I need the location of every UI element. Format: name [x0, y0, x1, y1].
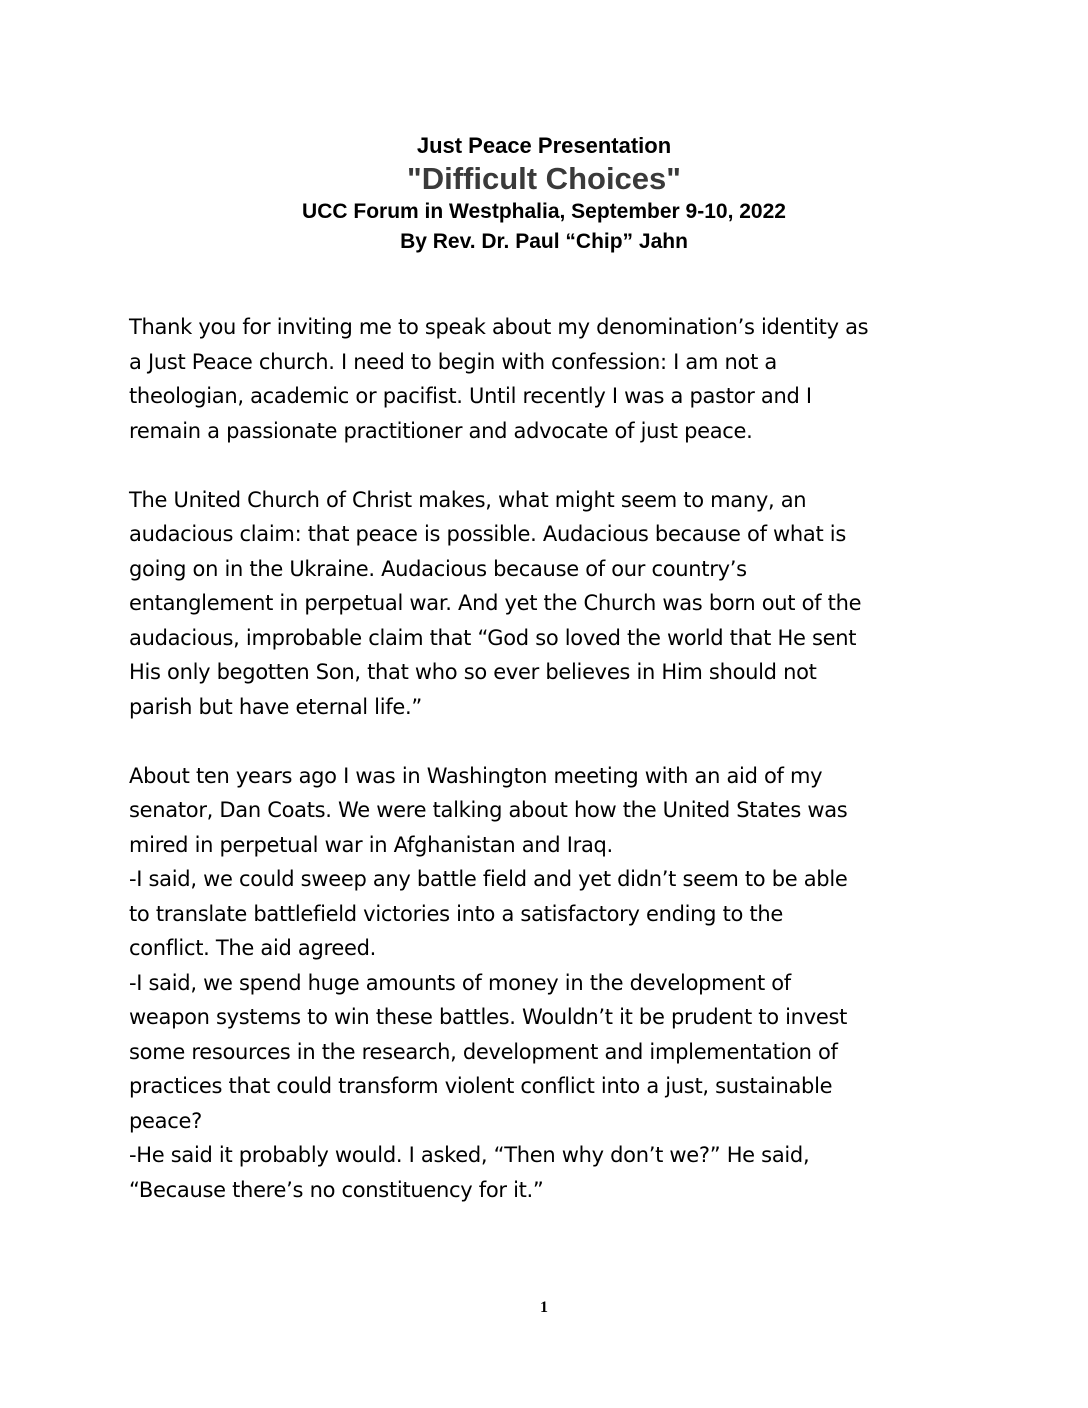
text-line: senator, Dan Coats. We were talking about how the United States was: [129, 798, 848, 822]
page-number: 1: [540, 1299, 548, 1316]
text-line: peace?: [129, 1108, 202, 1133]
text-line: audacious, improbable claim that “God so loved the world that He sent: [129, 625, 857, 650]
document-title: Just Peace Presentation: [416, 133, 672, 158]
text-line: theologian, academic or pacifist. Until recently I was a pastor and I: [129, 384, 812, 408]
text-line: mired in perpetual war in Afghanistan and Iraq.: [129, 832, 613, 857]
text-line: some resources in the research, development and implementation of: [129, 1039, 838, 1064]
text-line: going on in the Ukraine. Audacious because of our country’s: [129, 556, 747, 581]
author-line: By Rev. Dr. Paul “Chip” Jahn: [400, 230, 688, 253]
paragraph: [129, 310, 969, 448]
text-line: About ten years ago I was in Washington meeting with an aid of my: [129, 763, 823, 788]
text-line: Thank you for inviting me to speak about my denomination’s identity as: [129, 315, 869, 339]
paragraph: [129, 759, 969, 1208]
document-header: [0, 131, 1088, 257]
text-line: a Just Peace church. I need to begin with confession: I am not a: [129, 349, 777, 374]
text-line: remain a passionate practitioner and advocate of just peace.: [129, 418, 753, 443]
text-line: entanglement in perpetual war. And yet the Church was born out of the: [129, 591, 862, 615]
text-line: to translate battlefield victories into a satisfactory ending to the: [129, 901, 784, 926]
text-line: practices that could transform violent conflict into a just, sustainable: [129, 1074, 833, 1098]
text-line: parish but have eternal life.”: [129, 694, 422, 719]
document-subtitle: "Difficult Choices": [407, 161, 681, 196]
text-line: audacious claim: that peace is possible. Audacious because of what is: [129, 522, 846, 546]
text-line: -I said, we spend huge amounts of money in the development of: [129, 970, 791, 995]
text-line: His only begotten Son, that who so ever believes in Him should not: [129, 660, 817, 684]
text-line: The United Church of Christ makes, what might seem to many, an: [129, 487, 807, 512]
document-body: [129, 310, 969, 1242]
text-line: -I said, we could sweep any battle field and yet didn’t seem to be able: [129, 867, 848, 891]
text-line: -He said it probably would. I asked, “Then why don’t we?” He said,: [129, 1143, 810, 1167]
text-line: weapon systems to win these battles. Wouldn’t it be prudent to invest: [129, 1005, 848, 1029]
text-line: “Because there’s no constituency for it.”: [129, 1177, 544, 1202]
paragraph: [129, 483, 969, 725]
text-line: conflict. The aid agreed.: [129, 936, 377, 960]
event-line: UCC Forum in Westphalia, September 9-10, 2022: [302, 200, 786, 223]
